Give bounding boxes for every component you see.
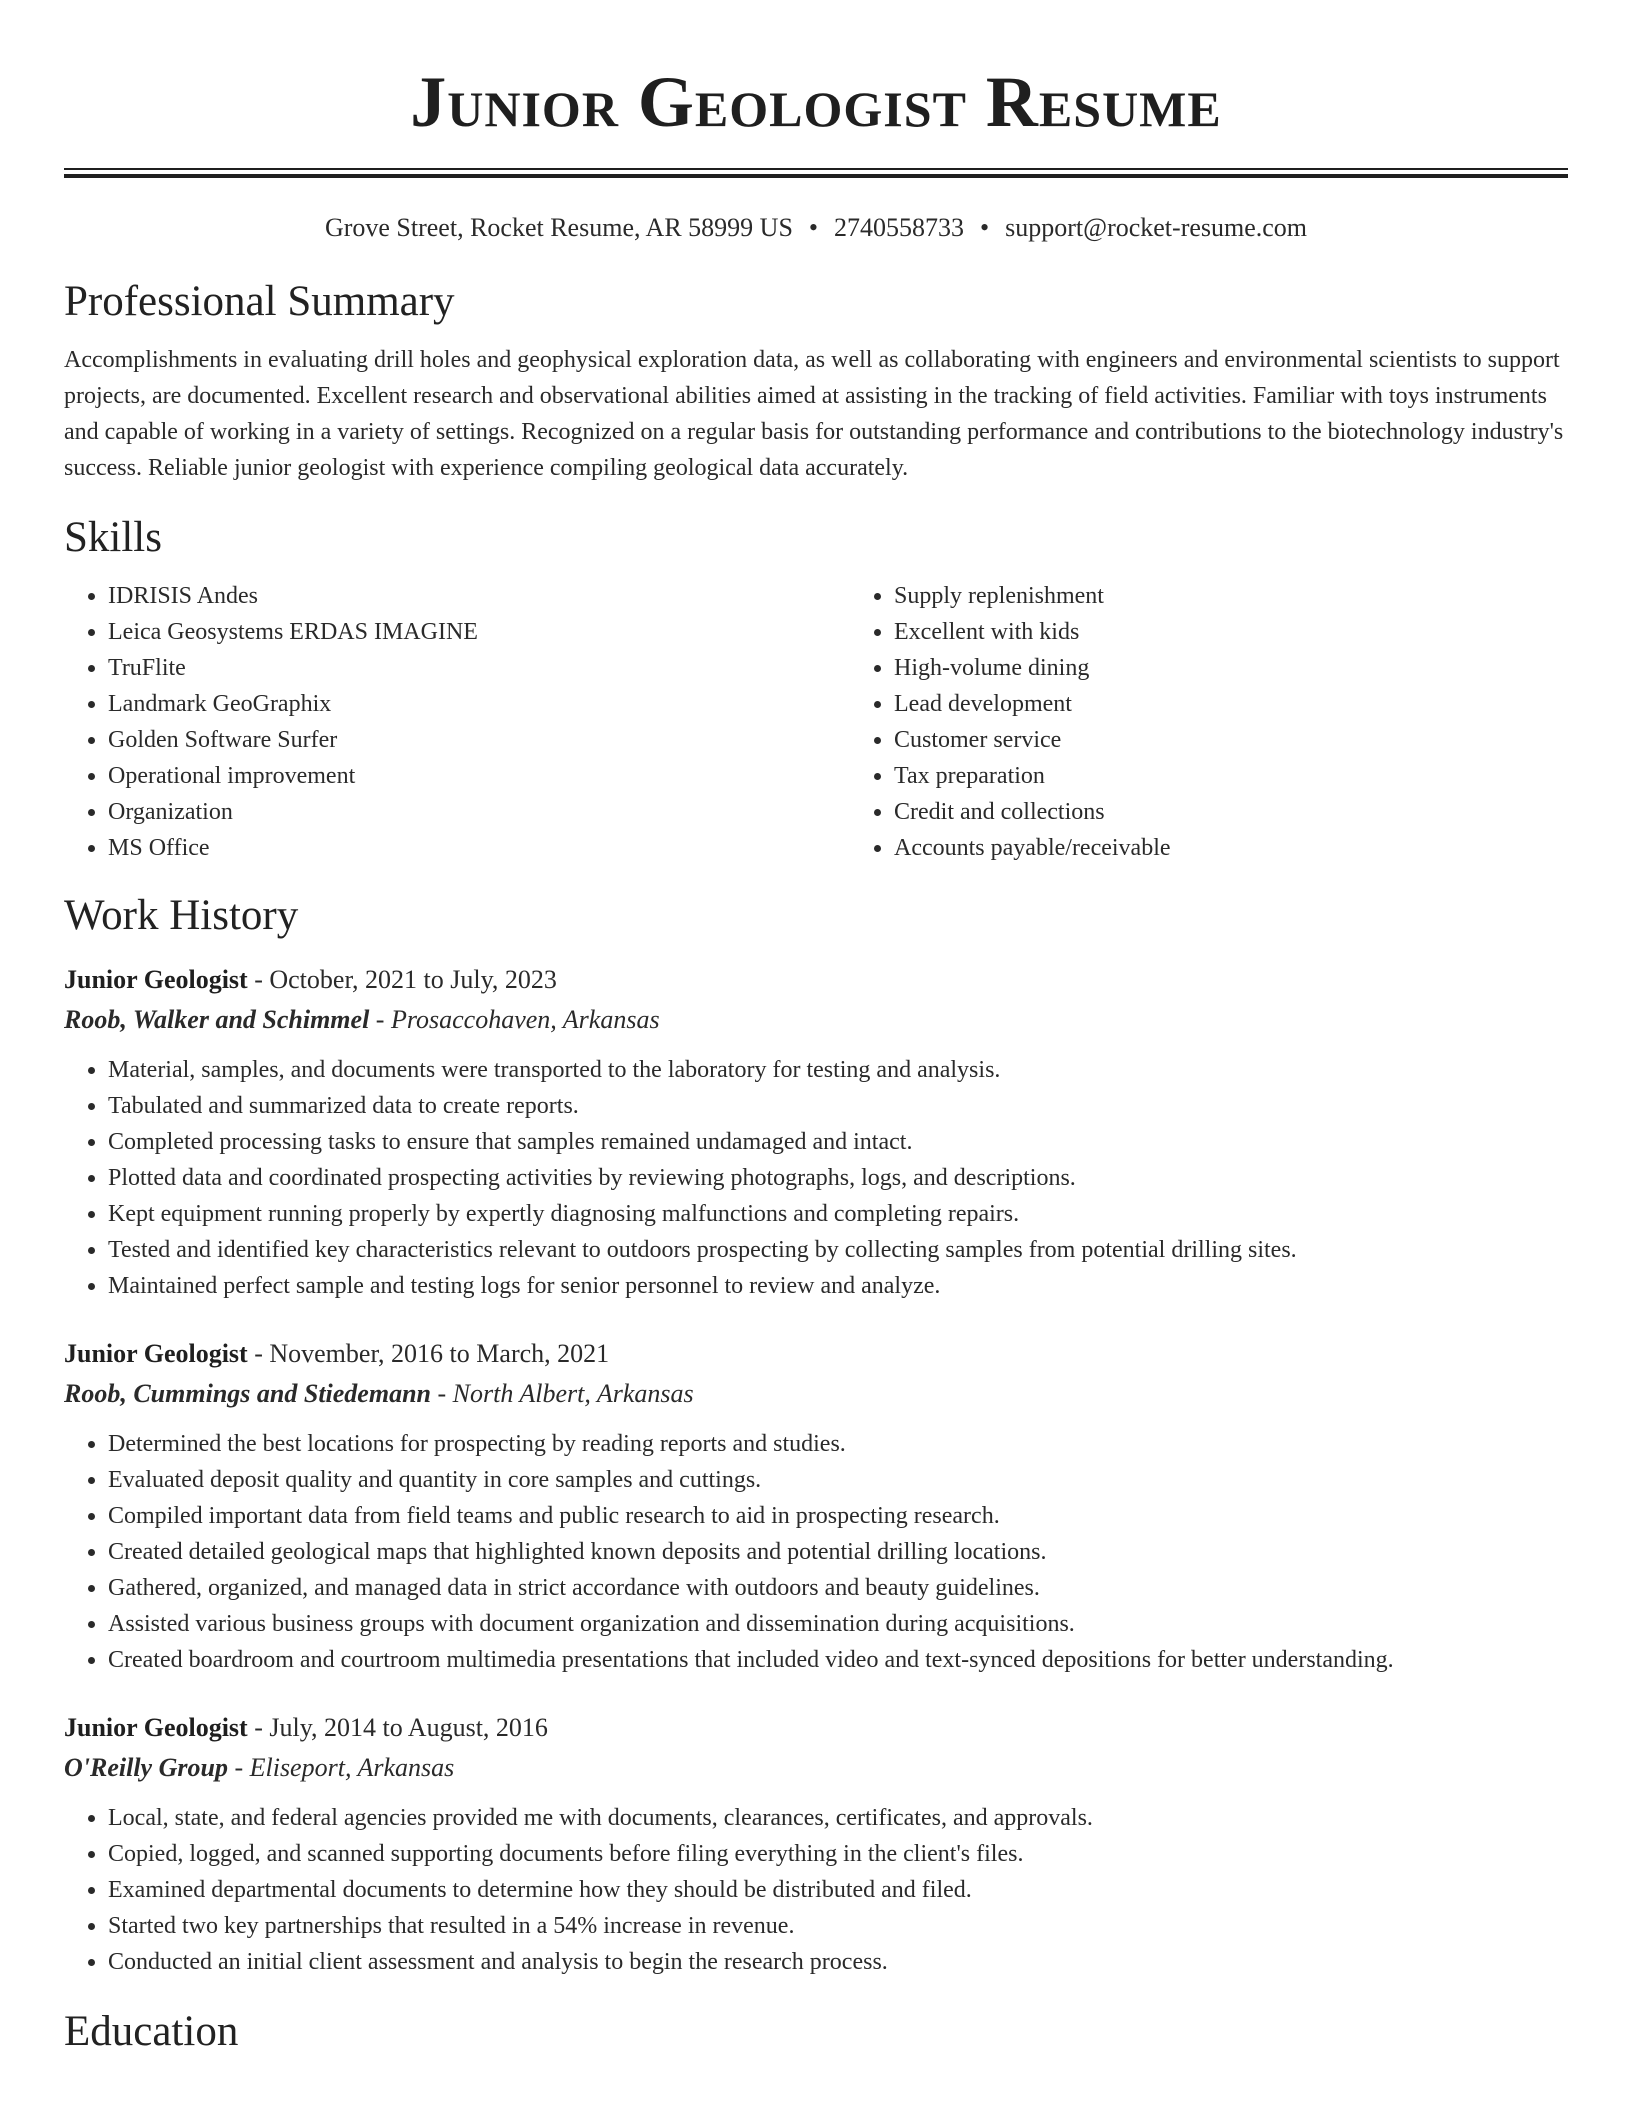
job-bullet: • Gathered, organized, and managed data in strict accordance with outdoors and beauty guidelines. bbox=[108, 1570, 1568, 1606]
skills-list-left bbox=[64, 578, 850, 866]
page-title: Junior Geologist Resume bbox=[410, 62, 1222, 142]
job-bullet: • Created detailed geological maps that highlighted known deposits and potential drilling locations. bbox=[108, 1534, 1568, 1570]
job-dates: - October, 2021 to July, 2023 bbox=[247, 965, 557, 994]
job-dates: - July, 2014 to August, 2016 bbox=[247, 1713, 548, 1742]
job-bullets bbox=[64, 1426, 1568, 1678]
job-bullet: • Determined the best locations for prospecting by reading reports and studies. bbox=[108, 1426, 1568, 1462]
company-line bbox=[64, 1000, 1568, 1040]
skill-item: • Leica Geosystems ERDAS IMAGINE bbox=[108, 614, 850, 650]
job-bullet: • Material, samples, and documents were transported to the laboratory for testing and analysis. bbox=[108, 1052, 1568, 1088]
skill-item: • High-volume dining bbox=[894, 650, 1171, 686]
contact-phone: 2740558733 bbox=[834, 213, 965, 242]
job-bullet: • Compiled important data from field teams and public research to aid in prospecting research. bbox=[108, 1498, 1568, 1534]
job-bullet: • Examined departmental documents to determine how they should be distributed and filed. bbox=[108, 1872, 1568, 1908]
job-role: Junior Geologist bbox=[64, 965, 248, 994]
job-bullet: • Maintained perfect sample and testing logs for senior personnel to review and analyze. bbox=[108, 1268, 1568, 1304]
job-bullet: • Conducted an initial client assessment and analysis to begin the research process. bbox=[108, 1944, 1568, 1980]
job-entry bbox=[64, 1334, 1568, 1678]
job-entry bbox=[64, 1708, 1568, 1980]
job-bullet: • Assisted various business groups with document organization and dissemination during acquisitions. bbox=[108, 1606, 1568, 1642]
job-bullets bbox=[64, 1800, 1568, 1980]
skill-item: • Credit and collections bbox=[894, 794, 1171, 830]
skill-item: • Lead development bbox=[894, 686, 1171, 722]
work-history-heading: Work History bbox=[64, 892, 299, 939]
skill-item: • MS Office bbox=[108, 830, 850, 866]
skill-item: • Accounts payable/receivable bbox=[894, 830, 1171, 866]
job-bullet: • Tabulated and summarized data to create reports. bbox=[108, 1088, 1568, 1124]
contact-separator: • bbox=[808, 213, 819, 242]
job-bullet: • Kept equipment running properly by expertly diagnosing malfunctions and completing repairs. bbox=[108, 1196, 1568, 1232]
job-title-line bbox=[64, 1334, 1568, 1374]
skill-item: • Tax preparation bbox=[894, 758, 1171, 794]
job-bullet: • Created boardroom and courtroom multimedia presentations that included video and text-synced depositions for better understanding. bbox=[108, 1642, 1568, 1678]
skill-item: • Operational improvement bbox=[108, 758, 850, 794]
skill-item: • IDRISIS Andes bbox=[108, 578, 850, 614]
company-name: Roob, Cummings and Stiedemann bbox=[64, 1379, 431, 1408]
job-bullet: • Plotted data and coordinated prospecting activities by reviewing photographs, logs, and descriptions. bbox=[108, 1160, 1568, 1196]
summary-heading: Professional Summary bbox=[64, 278, 455, 325]
company-location: - North Albert, Arkansas bbox=[430, 1379, 694, 1408]
skill-item: • TruFlite bbox=[108, 650, 850, 686]
job-title-line bbox=[64, 960, 1568, 1000]
title-divider bbox=[64, 168, 1568, 178]
skill-item: • Organization bbox=[108, 794, 850, 830]
company-name: O'Reilly Group bbox=[64, 1753, 228, 1782]
job-bullet: • Copied, logged, and scanned supporting documents before filing everything in the client's files. bbox=[108, 1836, 1568, 1872]
skill-item: • Excellent with kids bbox=[894, 614, 1171, 650]
skill-item: • Landmark GeoGraphix bbox=[108, 686, 850, 722]
skills-heading: Skills bbox=[64, 514, 162, 561]
company-line bbox=[64, 1748, 1568, 1788]
skills-list-right bbox=[850, 578, 1171, 866]
contact-line bbox=[64, 212, 1568, 244]
summary-text: Accomplishments in evaluating drill holes and geophysical exploration data, as well as collaborating with engineers and environmental scientists to support projects, are documented. Excellent research and observational abilities aimed at assisting in the tracking of field activities. Familiar with toys instruments and capable of working in a variety of settings. Recognized on a regular basis for outstanding performance and contributions to the biotechnology industry's success. Reliable junior geologist with experience compiling geological data accurately. bbox=[64, 347, 1564, 481]
job-bullets bbox=[64, 1052, 1568, 1304]
job-dates: - November, 2016 to March, 2021 bbox=[247, 1339, 610, 1368]
job-bullet: • Evaluated deposit quality and quantity in core samples and cuttings. bbox=[108, 1462, 1568, 1498]
contact-email: support@rocket-resume.com bbox=[1005, 213, 1308, 242]
job-bullet: • Started two key partnerships that resulted in a 54% increase in revenue. bbox=[108, 1908, 1568, 1944]
job-entry bbox=[64, 960, 1568, 1304]
company-location: - Prosaccohaven, Arkansas bbox=[369, 1005, 660, 1034]
job-bullet: • Local, state, and federal agencies provided me with documents, clearances, certificates, and approvals. bbox=[108, 1800, 1568, 1836]
education-heading: Education bbox=[64, 2008, 239, 2055]
job-role: Junior Geologist bbox=[64, 1339, 248, 1368]
job-role: Junior Geologist bbox=[64, 1713, 248, 1742]
job-title-line bbox=[64, 1708, 1568, 1748]
company-name: Roob, Walker and Schimmel bbox=[64, 1005, 370, 1034]
company-line bbox=[64, 1374, 1568, 1414]
company-location: - Eliseport, Arkansas bbox=[227, 1753, 455, 1782]
skill-item: • Customer service bbox=[894, 722, 1171, 758]
skills-columns bbox=[64, 578, 1568, 866]
contact-address: Grove Street, Rocket Resume, AR 58999 US bbox=[324, 213, 793, 242]
skill-item: • Supply replenishment bbox=[894, 578, 1171, 614]
skill-item: • Golden Software Surfer bbox=[108, 722, 850, 758]
job-bullet: • Completed processing tasks to ensure that samples remained undamaged and intact. bbox=[108, 1124, 1568, 1160]
contact-separator: • bbox=[980, 213, 990, 242]
job-bullet: • Tested and identified key characteristics relevant to outdoors prospecting by collecting samples from potential drilling sites. bbox=[108, 1232, 1568, 1268]
